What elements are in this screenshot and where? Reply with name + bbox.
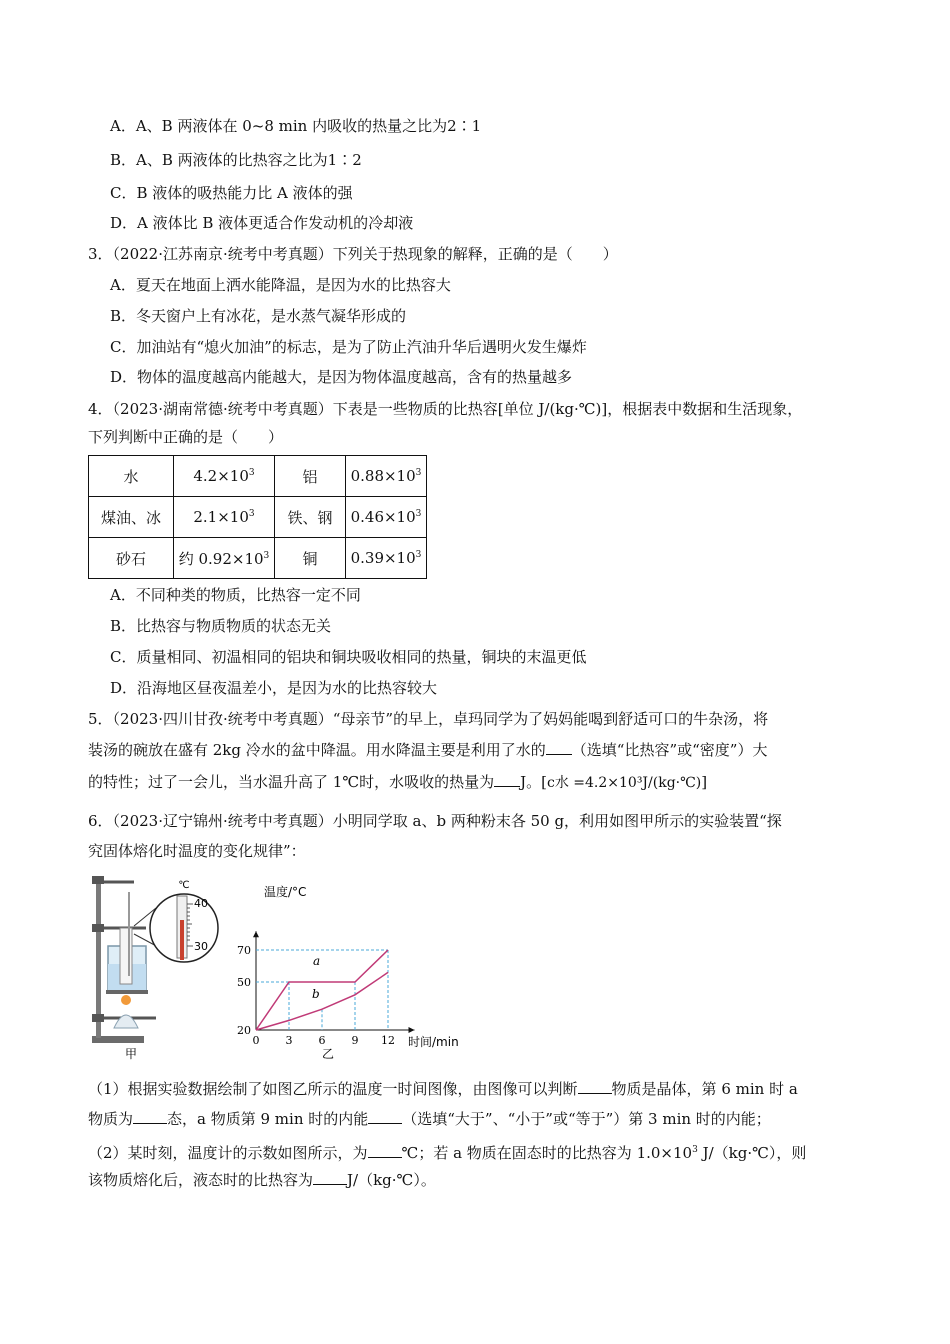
temperature-time-chart [237, 884, 459, 1061]
x-tick-label: 9 [351, 1034, 359, 1047]
y-tick-label: 70 [237, 944, 251, 957]
q5-answer-blank-1[interactable] [546, 740, 572, 755]
q4-option-a: A．不同种类的物质，比热容一定不同 [110, 586, 361, 604]
q6-answer-blank-4[interactable] [368, 1143, 402, 1158]
q5-answer-blank-2[interactable] [494, 772, 520, 787]
table-row [89, 538, 427, 579]
table-cell: 砂石 [89, 538, 174, 579]
table-row [89, 497, 427, 538]
flame-icon [121, 995, 131, 1005]
y-tick-label: 50 [237, 976, 251, 989]
q5-line-2 [88, 739, 767, 761]
specific-heat-table [88, 455, 427, 579]
table-row [89, 456, 427, 497]
thermometer-tick-40: 40 [194, 897, 208, 910]
x-axis-arrow [409, 1027, 415, 1033]
apparatus-label: 甲 [124, 1047, 138, 1061]
x-axis-label: 时间/min [408, 1035, 459, 1049]
q5-text: （选填“比热容”或“密度”）大 [571, 741, 768, 759]
q6-sub2-line [88, 1139, 806, 1164]
table-cell: 约 $0.92\times 10^3$ [174, 538, 275, 579]
q5-text: J。[ [520, 773, 547, 791]
x-tick-label: 12 [381, 1034, 395, 1047]
table-cell: 水 [89, 456, 174, 497]
table-cell: $0.46\times 10^3$ [346, 497, 427, 538]
q2-option-c: C．B 液体的吸热能力比 A 液体的强 [110, 184, 353, 202]
q6-text: ℃；若 a 物质在固态时的比热容为 1.0×10 [401, 1144, 693, 1162]
table-cell: $4.2\times 10^3$ [174, 456, 275, 497]
test-tube [120, 928, 132, 984]
chart-label: 乙 [321, 1047, 335, 1061]
q3-stem: 3．（2022·江苏南京·统考中考真题）下列关于热现象的解释，正确的是（ ） [88, 245, 618, 263]
q3-option-b: B．冬天窗户上有冰花，是水蒸气凝华形成的 [110, 307, 407, 325]
q2-option-a: A．A、B 两液体在 0~8 min 内吸收的热量之比为2∶1 [110, 117, 482, 135]
table-cell: $0.39\times 10^3$ [346, 538, 427, 579]
q6-sub1-line-2 [88, 1108, 771, 1130]
q6-text: J/（kg·℃），则 [697, 1144, 807, 1162]
q6-text: （1）根据实验数据绘制了如图乙所示的温度一时间图像，由图像可以判断 [88, 1080, 578, 1098]
q6-text: 态，a 物质第 9 min 时的内能 [167, 1110, 369, 1128]
table-cell: 铜 [275, 538, 346, 579]
q3-option-d: D．物体的温度越高内能越大，是因为物体温度越高，含有的热量越多 [110, 368, 573, 386]
table-cell: $0.88\times 10^3$ [346, 456, 427, 497]
q5-formula: c水 =4.2×10³J/(kg·℃) [546, 775, 702, 791]
q6-sub3-line [88, 1169, 436, 1191]
y-axis-arrow [253, 931, 259, 937]
q5-text: 装汤的碗放在盛有 2kg 冷水的盆中降温。用水降温主要是利用了水的 [88, 741, 546, 759]
q6-answer-blank-5[interactable] [313, 1170, 347, 1185]
y-tick-label: 20 [237, 1024, 251, 1037]
table-cell: 铁、钢 [275, 497, 346, 538]
q6-sub1-line-1 [88, 1078, 798, 1100]
series-a-line [256, 950, 388, 1030]
q5-text: ] [701, 773, 708, 791]
q2-option-d: D．A 液体比 B 液体更适合作发动机的冷却液 [110, 214, 414, 232]
q4-option-c: C．质量相同、初温相同的铝块和铜块吸收相同的热量，铜块的末温更低 [110, 648, 587, 666]
q3-option-c: C．加油站有“熄火加油”的标志，是为了防止汽油升华后遇明火发生爆炸 [110, 338, 587, 356]
q6-exponent: 3 [692, 1145, 698, 1155]
table-cell: 铝 [275, 456, 346, 497]
q4-stem-1: 4．（2023·湖南常德·统考中考真题）下表是一些物质的比热容[单位 J/(kg·℃)]，根据表中数据和生活现象， [88, 400, 803, 418]
q6-text: 物质为 [88, 1110, 134, 1128]
q5-line-1: 5．（2023·四川甘孜·统考中考真题）“母亲节”的早上，卓玛同学为了妈妈能喝到舒适可口的牛杂汤，将 [88, 710, 769, 728]
thermometer-liquid [180, 920, 184, 960]
guide-lines [256, 950, 388, 1030]
thermometer-unit: ℃ [178, 880, 190, 891]
q6-text: 物质是晶体，第 6 min 时 a [611, 1080, 798, 1098]
x-tick-label: 6 [318, 1034, 326, 1047]
curve-b-label: b [312, 987, 320, 1001]
thermometer-tick-30: 30 [194, 940, 208, 953]
experiment-figure [86, 868, 468, 1064]
apparatus-illustration [92, 876, 156, 1061]
q6-text: J/（kg·℃）。 [347, 1171, 436, 1189]
q6-line-1: 6．（2023·辽宁锦州·统考中考真题）小明同学取 a、b 两种粉末各 50 g，利用如图甲所示的实验装置“探 [88, 812, 782, 830]
q3-option-a: A．夏天在地面上洒水能降温，是因为水的比热容大 [110, 276, 451, 294]
q4-option-b: B．比热容与物质物质的状态无关 [110, 617, 332, 635]
q6-answer-blank-2[interactable] [133, 1109, 167, 1124]
x-tick-label: 0 [252, 1034, 260, 1047]
q4-option-d: D．沿海地区昼夜温差小，是因为水的比热容较大 [110, 679, 438, 697]
q4-stem-2: 下列判断中正确的是（ ） [88, 428, 284, 446]
q2-option-b: B．A、B 两液体的比热容之比为1∶2 [110, 151, 362, 169]
q5-text: 的特性；过了一会儿，当水温升高了 1℃时，水吸收的热量为 [88, 773, 495, 791]
q6-text: （选填“大于”、“小于”或“等于”）第 3 min 时的内能； [402, 1110, 771, 1128]
q6-line-2: 究固体熔化时温度的变化规律”： [88, 842, 306, 860]
curve-a-label: a [313, 954, 321, 968]
wire-gauze [106, 990, 148, 994]
q6-text: 该物质熔化后，液态时的比热容为 [88, 1171, 314, 1189]
q6-answer-blank-3[interactable] [368, 1109, 402, 1124]
x-tick-label: 3 [285, 1034, 293, 1047]
q6-answer-blank-1[interactable] [578, 1079, 612, 1094]
q5-line-3 [88, 771, 707, 794]
table-cell: $2.1\times 10^3$ [174, 497, 275, 538]
table-cell: 煤油、冰 [89, 497, 174, 538]
y-axis-label: 温度/°C [264, 885, 307, 899]
q6-text: （2）某时刻，温度计的示数如图所示，为 [88, 1144, 368, 1162]
